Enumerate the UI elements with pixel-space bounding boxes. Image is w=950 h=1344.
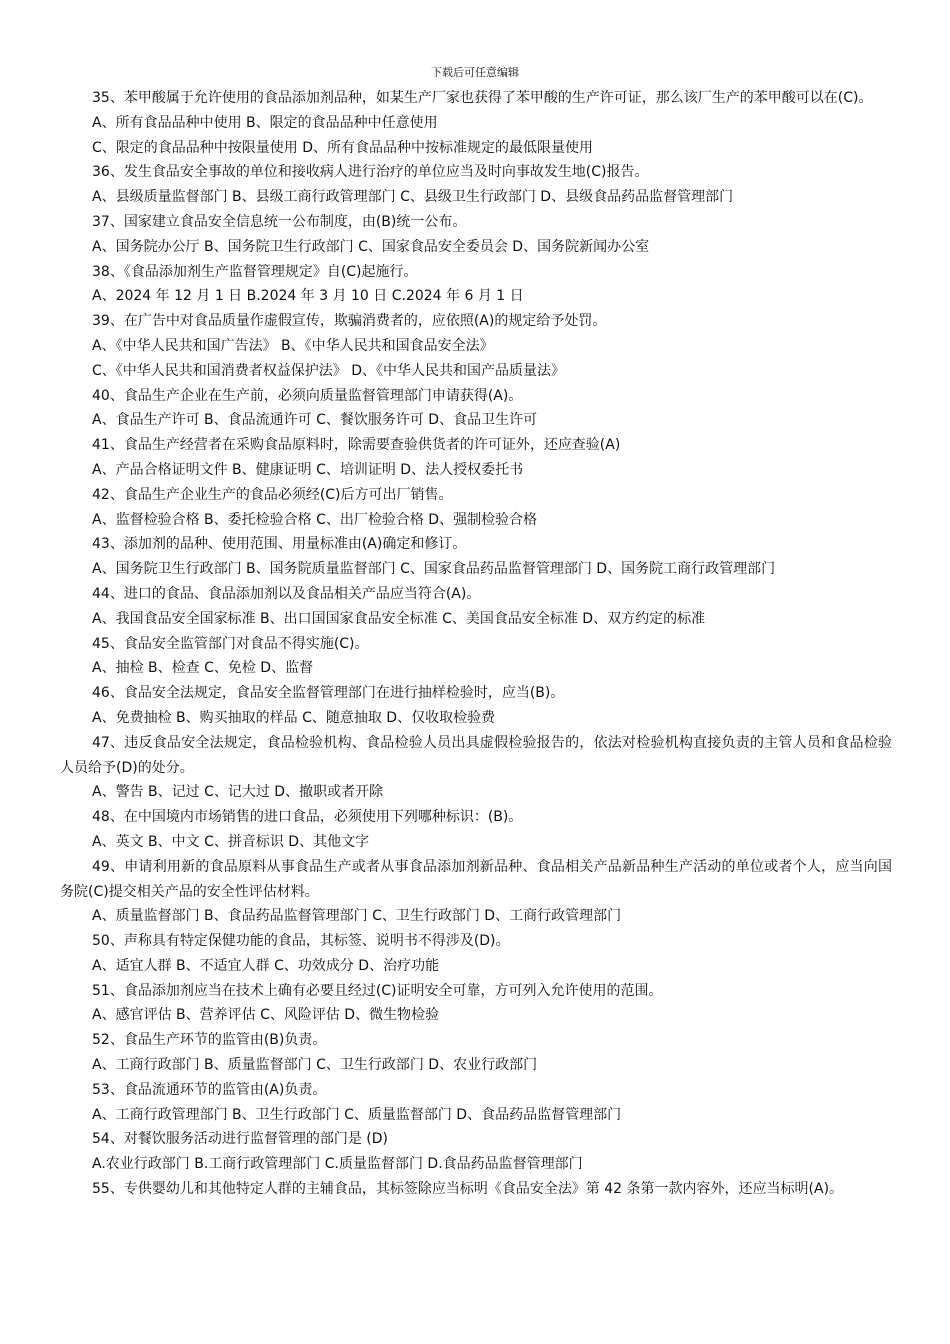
- text-line: 44、进口的食品、食品添加剂以及食品相关产品应当符合(A)。: [92, 585, 481, 602]
- text-line: A、监督检验合格 B、委托检验合格 C、出厂检验合格 D、强制检验合格: [92, 511, 538, 528]
- text-line: 45、食品安全监管部门对食品不得实施(C)。: [92, 635, 369, 652]
- text-line: A、产品合格证明文件 B、健康证明 C、培训证明 D、法人授权委托书: [92, 461, 524, 478]
- text-line: 40、食品生产企业在生产前，必须向质量监督管理部门申请获得(A)。: [92, 387, 523, 404]
- text-line: A、警告 B、记过 C、记大过 D、撤职或者开除: [92, 784, 384, 801]
- text-line: A、免费抽检 B、购买抽取的样品 C、随意抽取 D、仅收取检验费: [92, 709, 496, 726]
- text-line: A、县级质量监督部门 B、县级工商行政管理部门 C、县级卫生行政部门 D、县级食品药品监督管理部门: [92, 189, 734, 206]
- text-line: 41、食品生产经营者在采购食品原料时，除需要查验供货者的许可证外，还应查验(A): [92, 437, 621, 454]
- text-line: A.农业行政部门 B.工商行政管理部门 C.质量监督部门 D.食品药品监督管理部门: [92, 1156, 583, 1173]
- text-line: 55、专供婴幼儿和其他特定人群的主辅食品，其标签除应当标明《食品安全法》第 42 条第一款内容外，还应当标明(A)。: [92, 1181, 844, 1198]
- text-line: A、《中华人民共和国广告法》 B、《中华人民共和国食品安全法》: [92, 337, 494, 354]
- text-line: A、食品生产许可 B、食品流通许可 C、餐饮服务许可 D、食品卫生许可: [92, 412, 538, 429]
- page-header: 下载后可任意编辑: [431, 66, 519, 79]
- text-line: A、工商行政部门 B、质量监督部门 C、卫生行政部门 D、农业行政部门: [92, 1057, 538, 1074]
- text-line: 39、在广告中对食品质量作虚假宣传，欺骗消费者的，应依照(A)的规定给予处罚。: [92, 313, 607, 330]
- text-line: 49、申请利用新的食品原料从事食品生产或者从事食品添加剂新品种、食品相关产品新品种生产活动的单位或者个人，应当向国务院(C)提交相关产品的安全性评估材料。: [60, 858, 892, 900]
- text-line: A、工商行政管理部门 B、卫生行政部门 C、质量监督部门 D、食品药品监督管理部门: [92, 1106, 622, 1123]
- text-line: A、国务院办公厅 B、国务院卫生行政部门 C、国家食品安全委员会 D、国务院新闻办公室: [92, 238, 650, 255]
- text-line: 38、《食品添加剂生产监督管理规定》自(C)起施行。: [92, 263, 418, 280]
- text-line: A、质量监督部门 B、食品药品监督管理部门 C、卫生行政部门 D、工商行政管理部门: [92, 908, 622, 925]
- text-line: A、2024 年 12 月 1 日 B.2024 年 3 月 10 日 C.2024 年 6 月 1 日: [92, 288, 524, 305]
- text-line: 46、食品安全法规定，食品安全监督管理部门在进行抽样检验时，应当(B)。: [92, 685, 565, 702]
- text-line: 37、国家建立食品安全信息统一公布制度，由(B)统一公布。: [92, 213, 467, 230]
- text-line: A、英文 B、中文 C、拼音标识 D、其他文字: [92, 833, 370, 850]
- text-line: 54、对餐饮服务活动进行监督管理的部门是 (D): [92, 1131, 388, 1148]
- text-line: A、适宜人群 B、不适宜人群 C、功效成分 D、治疗功能: [92, 957, 440, 974]
- document-body: [60, 86, 892, 1202]
- text-line: 42、食品生产企业生产的食品必须经(C)后方可出厂销售。: [92, 486, 453, 503]
- text-line: 35、苯甲酸属于允许使用的食品添加剂品种，如某生产厂家也获得了苯甲酸的生产许可证，那么该厂生产的苯甲酸可以在(C)。: [92, 90, 873, 106]
- text-line: C、限定的食品品种中按限量使用 D、所有食品品种中按标准规定的最低限量使用: [92, 139, 594, 156]
- text-line: 48、在中国境内市场销售的进口食品，必须使用下列哪种标识：(B)。: [92, 809, 523, 826]
- text-line: 51、食品添加剂应当在技术上确有必要且经过(C)证明安全可靠，方可列入允许使用的范围。: [92, 982, 663, 999]
- text-line: 52、食品生产环节的监管由(B)负责。: [92, 1032, 327, 1049]
- text-line: 50、声称具有特定保健功能的食品，其标签、说明书不得涉及(D)。: [92, 933, 510, 950]
- text-line: A、所有食品品种中使用 B、限定的食品品种中任意使用: [92, 114, 438, 131]
- text-line: A、国务院卫生行政部门 B、国务院质量监督部门 C、国家食品药品监督管理部门 D、国务院工商行政管理部门: [92, 561, 776, 578]
- text-line: C、《中华人民共和国消费者权益保护法》 D、《中华人民共和国产品质量法》: [92, 362, 566, 379]
- text-line: 36、发生食品安全事故的单位和接收病人进行治疗的单位应当及时向事故发生地(C)报告。: [92, 164, 649, 181]
- text-line: 53、食品流通环节的监管由(A)负责。: [92, 1081, 327, 1098]
- text-line: A、我国食品安全国家标准 B、出口国国家食品安全标准 C、美国食品安全标准 D、双方约定的标准: [92, 610, 706, 627]
- text-line: 43、添加剂的品种、使用范围、用量标准由(A)确定和修订。: [92, 536, 467, 553]
- text-line: 47、违反食品安全法规定，食品检验机构、食品检验人员出具虚假检验报告的，依法对检验机构直接负责的主管人员和食品检验人员给予(D)的处分。: [60, 734, 892, 776]
- text-line: A、感官评估 B、营养评估 C、风险评估 D、微生物检验: [92, 1007, 440, 1024]
- text-line: A、抽检 B、检查 C、免检 D、监督: [92, 660, 314, 677]
